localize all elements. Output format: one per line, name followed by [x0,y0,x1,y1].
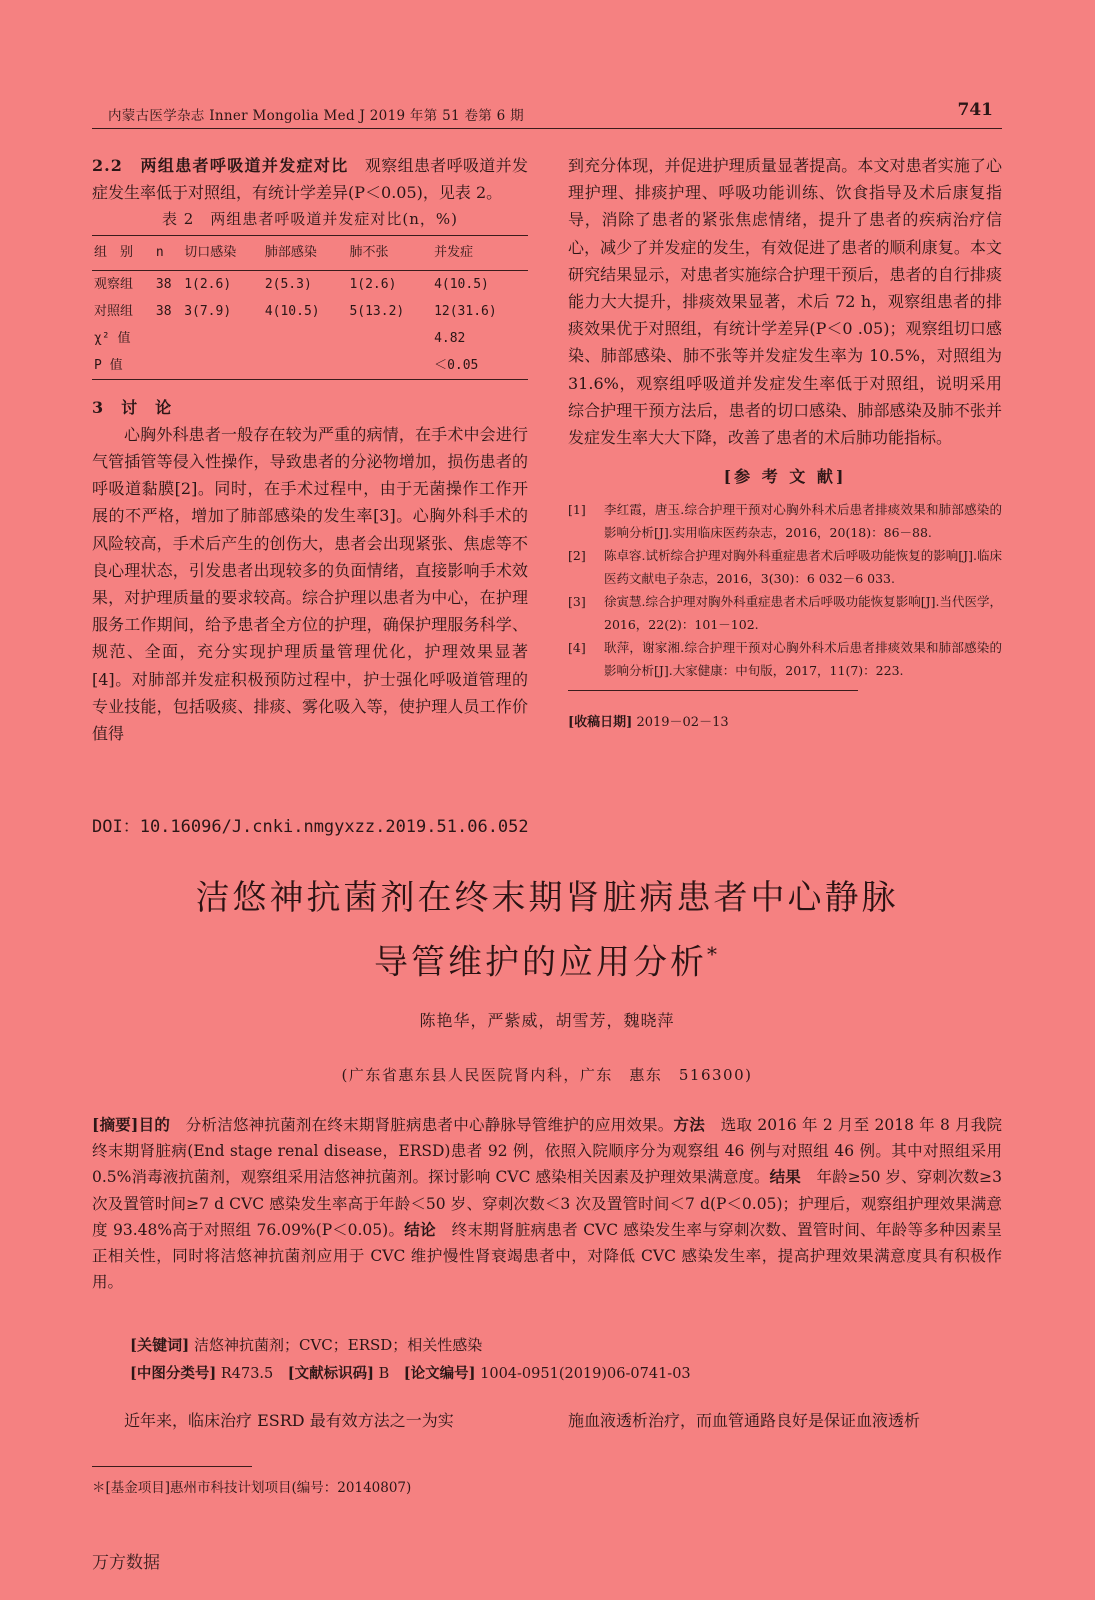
abstract-label: [摘要] [92,1115,139,1134]
keywords-label: [关键词] [130,1336,190,1354]
conclusion-text: 终末期肾脏病患者 CVC 感染发生率与穿刺次数、置管时间、年龄等多种因素呈正相关性，同时将洁悠神抗菌剂应用于 CVC 维护慢性肾衰竭患者中，对降低 CVC 感染发生率，提高护理效果满意度具有积极作用。 [92,1220,1002,1292]
header-rule [92,128,1002,129]
section-2-2-text: 观察组患者呼吸道并发症发生率低于对照组，有统计学差异(P＜0.05)，见表 2。 [92,156,528,203]
table-cell: 4.82 [434,330,466,346]
table-cell: 5(13.2) [349,303,405,319]
left-column [92,152,528,747]
running-head: 内蒙古医学杂志 Inner Mongolia Med J 2019 年第 51 卷第 6 期 [108,108,524,124]
conclusion-label: 结论 [404,1219,436,1239]
reference-number: [4] [568,640,586,656]
table-cell [182,352,263,380]
reference-number: [1] [568,502,586,518]
table-cell: χ² 值 [94,330,131,346]
doc-code-value: B [374,1366,404,1382]
reference-text: 徐寅慧.综合护理对胸外科重症患者术后呼吸功能恢复影响[J].当代医学，2016，22(2)：101－102. [604,594,1002,633]
table-cell: 12(31.6) [434,303,497,319]
methods-label: 方法 [673,1115,705,1134]
article-no-label: [论文编号] [403,1365,476,1382]
references-list [568,498,1002,682]
title-footnote-mark: * [707,942,720,966]
section-2-2 [92,152,528,206]
received-value: 2019－02－13 [632,715,729,731]
reference-text: 陈卓容.试析综合护理对胸外科重症患者术后呼吸功能恢复的影响[J].临床医药文献电子杂志，2016，3(30)：6 032－6 033. [604,548,1002,587]
right-column [568,152,1002,737]
table-cell: 1(2.6) [349,276,397,292]
article-title-line-1: 洁悠神抗菌剂在终末期肾脏病患者中心静脉 [195,878,899,918]
table-cell: 4(10.5) [264,303,320,319]
intro-left: 近年来，临床治疗 ESRD 最有效方法之一为实 [124,1411,454,1430]
table-cell [347,325,432,352]
methods-text: 选取 2016 年 2 月至 2018 年 8 月我院终末期肾脏病(End stage renal disease，ERSD)患者 92 例，依照入院顺序分为观察组 46 例与对照组 46 例。其中对照组采用 0.5%消毒液抗菌剂，观察组采用洁悠神抗菌剂。探讨影响 CVC 感染相关因素及护理效果满意度。 [92,1116,1002,1187]
article-title-line-2 [92,926,1002,990]
authors: 陈艳华，严紫威，胡雪芳，魏晓萍 [419,1011,675,1030]
clc-value: R473.5 [216,1366,288,1382]
reference-text: 耿萍，谢家湘.综合护理干预对心胸外科术后患者排痰效果和肺部感染的影响分析[J].大家健康：中旬版，2017，11(7)：223. [604,640,1002,679]
table-cell: 4(10.5) [434,276,489,292]
table-header-cell: 肺不张 [347,236,432,270]
reference-item [568,590,1002,636]
affiliation: (广东省惠东县人民医院肾内科，广东 惠东 516300) [341,1066,753,1084]
received-date [568,709,1002,736]
received-label: [收稿日期] [568,715,633,731]
intro-right: 施血液透析治疗，而血管通路良好是保证血液透析 [568,1411,921,1430]
footnote: ＊[基金项目]惠州市科技计划项目(编号：20140807) [92,1480,412,1496]
results-label: 结果 [769,1167,801,1187]
table-cell [154,352,182,380]
doi: DOI：10.16096/J.cnki.nmgyxzz.2019.51.06.052 [92,817,529,837]
reference-item [568,544,1002,590]
table-row [92,352,528,380]
table-cell: ＜0.05 [432,352,528,380]
article-no-value: 1004-0951(2019)06-0741-03 [475,1366,691,1382]
reference-item [568,636,1002,682]
reference-number: [3] [568,594,586,610]
table-2 [92,235,528,379]
abstract [92,1112,1002,1295]
table-header-cell: n [154,236,182,270]
table-header-cell: 组 别 [92,236,154,270]
section-3-text: 心胸外科患者一般存在较为严重的病情，在手术中会进行气管插管等侵入性操作，导致患者的分泌物增加，损伤患者的呼吸道黏膜[2]。同时，在手术过程中，由于无菌操作工作开展的不严格，增加了肺部感染的发生率[3]。心胸外科手术的风险较高，手术后产生的创伤大，患者会出现紧张、焦虑等不良心理状态，引发患者出现较多的负面情绪，直接影响手术效果，对护理质量的要求较高。综合护理以患者为中心，在护理服务工作期间，给予患者全方位的护理，确保护理服务科学、规范、全面，充分实现护理质量管理优化，护理效果显著[4]。对肺部并发症积极预防过程中，护士强化呼吸道管理的专业技能，包括吸痰、排痰、雾化吸入等，使护理人员工作价值得 [92,424,528,744]
table-row [92,270,528,298]
table-cell: 观察组 [94,276,134,292]
reference-item [568,498,1002,544]
page-number: 741 [957,100,993,120]
table-cell [263,325,348,352]
table-row [92,298,528,325]
clc-label: [中图分类号] [130,1365,217,1382]
footnote-rule [92,1466,252,1467]
doc-code-label: [文献标识码] [287,1365,375,1382]
table-header-cell: 肺部感染 [263,236,348,270]
references-title: [参 考 文 献] [723,467,847,487]
table-row [92,325,528,352]
table-header-row [92,236,528,270]
keywords [130,1334,482,1355]
table-cell: P 值 [92,352,154,380]
results-text: 年龄≥50 岁、穿刺次数≥3 次及置管时间≥7 d CVC 感染发生率高于年龄＜50 岁、穿刺次数＜3 次及置管时间＜7 d(P＜0.05)；护理后，观察组护理效果满意度 93.48%高于对照组 76.09%(P＜0.05)。 [92,1168,1002,1239]
table-header-cell: 并发症 [432,236,528,270]
reference-text: 李红霞，唐玉.综合护理干预对心胸外科术后患者排痰效果和肺部感染的影响分析[J].实用临床医药杂志，2016，20(18)：86－88. [604,502,1002,541]
table-cell: 38 [155,303,172,319]
table-cell: 1(2.6) [184,276,232,292]
table-cell: 3(7.9) [184,303,232,319]
table-cell [154,325,182,352]
table-cell: 2(5.3) [264,276,312,292]
reference-number: [2] [568,548,586,564]
table-cell: 对照组 [94,303,134,319]
table-cell: 38 [155,276,172,292]
section-2-2-heading: 2.2 两组患者呼吸道并发症对比 [92,156,349,175]
classification [130,1362,691,1383]
table-2-caption: 表 2 两组患者呼吸道并发症对比(n，%) [162,210,458,229]
objective-text: 分析洁悠神抗菌剂在终末期肾脏病患者中心静脉导管维护的应用效果。 [170,1116,674,1134]
section-3-heading: 3 讨 论 [92,397,173,417]
table-cell [347,352,432,380]
article-title-line-2-text: 导管维护的应用分析 [374,942,707,983]
table-cell [263,352,348,380]
objective-label: 目的 [138,1115,171,1134]
keywords-value: 洁悠神抗菌剂；CVC；ERSD；相关性感染 [189,1336,483,1354]
right-column-text: 到充分体现，并促进护理质量显著提高。本文对患者实施了心理护理、排痰护理、呼吸功能训练、饮食指导及术后康复指导，消除了患者的紧张焦虑情绪，提升了患者的疾病治疗信心，减少了并发症的发生，有效促进了患者的顺利康复。本文研究结果显示，对患者实施综合护理干预后，患者的自行排痰能力大大提升，排痰效果显著，术后 72 h，观察组患者的排痰效果优于对照组，有统计学差异(P＜0 .05)；观察组切口感染、肺部感染、肺不张等并发症发生率为 10.5%，对照组为 31.6%，观察组呼吸道并发症发生率低于对照组，说明采用综合护理干预方法后，患者的切口感染、肺部感染及肺不张并发症发生率大大下降，改善了患者的术后肺功能指标。 [568,156,1002,448]
table-header-cell: 切口感染 [182,236,263,270]
watermark: 万方数据 [92,1553,160,1573]
table-cell [182,325,263,352]
references-rule [568,690,858,691]
